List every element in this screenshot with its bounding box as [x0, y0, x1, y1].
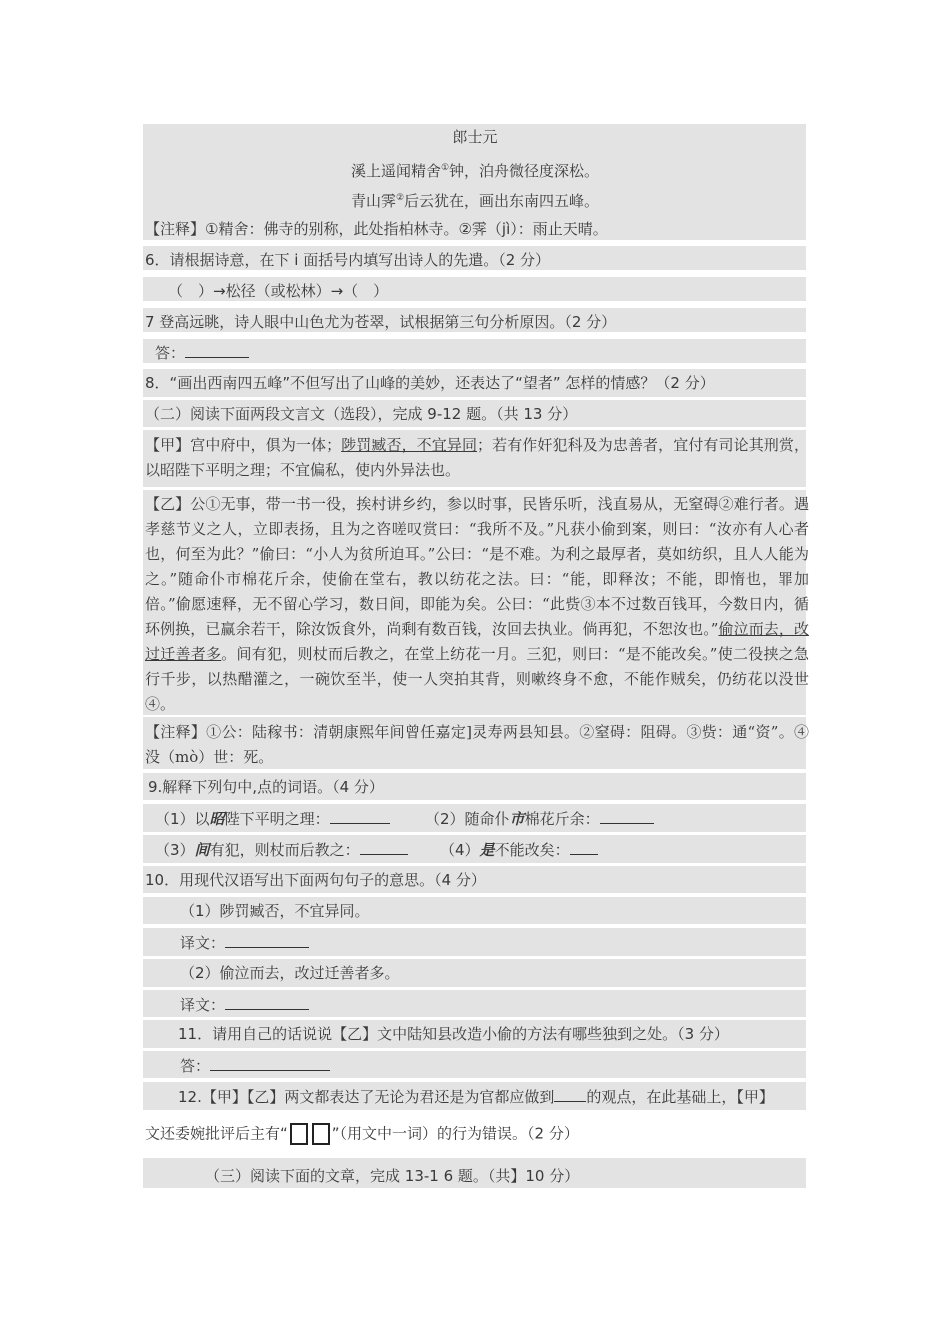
question-9-item-2: [425, 808, 654, 829]
passage-yi-text-2: 。间有犯，则杖而后教之，在堂上纺花一月。三犯，则曰：“是不能改矣。”使二役挟之急行千步，以热醋灌之，一碗饮至半，使一人突拍其背，则嗽终身不愈，不能作贼矣，仍纺花以没世④。: [145, 645, 809, 713]
passage-jia-underlined: 陟罚臧否，不宜异同: [341, 436, 478, 454]
poem-author: 郎士元: [452, 128, 498, 146]
note-marker-1: ①: [440, 163, 450, 173]
passage-jia-text-2: ；若有作奸犯科及为忠善者，宜付有司论其刑赏，以昭陛下平明之理；不宜偏私，使内外异法也。: [145, 436, 809, 479]
poem-line-1-rest: 钟，泊舟微径度深松。: [449, 162, 600, 180]
question-10-sentence-2: （2）偷泣而去，改过迁善者多。: [180, 964, 400, 982]
section-3-title: （三）阅读下面的文章，完成 13-1 6 题。（共】10 分）: [205, 1167, 580, 1185]
answer-blank[interactable]: [554, 1086, 586, 1102]
poem-line-2: [0, 188, 950, 211]
dotted-word: 昭: [209, 810, 225, 828]
answer-boxes[interactable]: [290, 1123, 330, 1145]
question-10-translation-2: [180, 994, 309, 1015]
poem-note: 【注释】①精舍：佛寺的别称，此处指柏林寺。②霁（jì）：雨止天晴。: [145, 220, 608, 238]
question-6: 6．请根据诗意，在下 i 面括号内填写出诗人的先遣。（2 分）: [145, 251, 551, 269]
item-text: 棉花斤余：: [524, 810, 600, 828]
answer-blank[interactable]: [360, 839, 408, 855]
question-7-answer: [155, 342, 249, 363]
dotted-word: 是: [479, 841, 495, 859]
item-text: 陛下平明之理：: [224, 810, 330, 828]
passage-yi-text-1: 【乙】公①无事，带一书一役，挨村讲乡约，参以时事，民皆乐听，浅直易从，无窒碍②难行者。遇孝慈节义之人，立即表扬，且为之咨嗟叹赏曰：“我所不及。”凡获小偷到案，则曰：“汝亦有人心者也，何至为此？”偷曰：“小人为贫所迫耳。”公曰：“是不难。为利之最厚者，莫如纺织，且人人能为之。”随命仆市棉花斤余，使偷在堂右，教以纺花之法。曰：“能，即释汝；不能，即惰也，罪加倍。”偷愿速释，无不留心学习，数日间，即能为矣。公曰：“此赀③本不过数百钱耳，今数日内，循环例换，已赢余若干，除汝饭食外，尚剩有数百钱，汝回去执业。倘再犯，不恕汝也。”: [145, 495, 809, 638]
answer-blank[interactable]: [225, 932, 309, 948]
note-marker-2: ②: [395, 193, 405, 203]
answer-label: 答：: [155, 344, 186, 362]
question-12-line-1: [178, 1086, 774, 1107]
translation-label: 译文：: [180, 996, 226, 1014]
question-9-item-1: [155, 808, 390, 829]
question-12-text-4: ”（用文中一词）的行为错误。（2 分）: [331, 1124, 579, 1143]
question-7: 7 登高远眺，诗人眼中山色尤为苍翠，试根据第三句分析原因。（2 分）: [145, 313, 617, 331]
section-2-title: （二）阅读下面两段文言文（选段），完成 9-12 题。（共 13 分）: [145, 405, 578, 423]
answer-blank[interactable]: [210, 1055, 330, 1071]
question-9-item-4: [440, 839, 598, 860]
answer-blank[interactable]: [185, 342, 249, 358]
answer-blank[interactable]: [330, 808, 390, 824]
question-6-blanks: （ ）→松径（或松林）→（ ）: [168, 282, 389, 300]
question-10-translation-1: [180, 932, 309, 953]
dotted-word: 市: [509, 810, 525, 828]
question-12-text-2: 的观点，在此基础上，【甲】: [586, 1088, 774, 1106]
answer-label: 答：: [180, 1057, 211, 1075]
item-prefix: （2）随命仆: [425, 810, 510, 828]
question-12-text-3: 文还委婉批评后主有“: [145, 1124, 288, 1143]
question-8: 8．“画出西南四五峰”不但写出了山峰的美妙，还表达了“望者” 怎样的情感？（2 分）: [145, 374, 715, 392]
question-11-answer: [180, 1055, 330, 1076]
answer-box[interactable]: [290, 1123, 308, 1145]
question-9-item-3: [155, 839, 408, 860]
item-text: 有犯，则杖而后教之：: [209, 841, 360, 859]
passage-yi: [145, 492, 809, 717]
answer-blank[interactable]: [225, 994, 309, 1010]
answer-blank[interactable]: [600, 808, 654, 824]
poem-line-2-text: 青山霁: [350, 192, 396, 210]
question-11: 11．请用自己的话说说【乙】文中陆知县改造小偷的方法有哪些独到之处。（3 分）: [178, 1025, 729, 1043]
question-10-sentence-1: （1）陟罚臧否，不宜异同。: [180, 902, 370, 920]
question-12-text-1: 12.【甲】【乙】两文都表达了无论为君还是为官都应做到: [178, 1088, 555, 1106]
passage-jia: [145, 433, 809, 483]
passage-jia-text-1: 【甲】宫中府中，俱为一体；: [145, 436, 342, 454]
item-prefix: （4）: [440, 841, 480, 859]
answer-box[interactable]: [312, 1123, 330, 1145]
item-prefix: （3）: [155, 841, 195, 859]
passage-yi-note: 【注释】①公：陆稼书：清朝康熙年间曾任嘉定]灵寿两县知县。②窒碍：阻碍。③赀：通“资”。④没（mò）世：死。: [145, 723, 809, 766]
question-12-line-2: [145, 1123, 579, 1145]
poem-line-1-text: 溪上遥闻精舍: [350, 162, 441, 180]
translation-label: 译文：: [180, 934, 226, 952]
question-10: 10．用现代汉语写出下面两句句子的意思。（4 分）: [145, 871, 486, 889]
question-9: 9.解释下列句中,点的词语。（4 分）: [148, 778, 384, 796]
item-prefix: （1）以: [155, 810, 210, 828]
poem-line-2-rest: 后云犹在，画出东南四五峰。: [404, 192, 600, 210]
dotted-word: 间: [194, 841, 210, 859]
answer-blank[interactable]: [570, 839, 598, 855]
item-text: 不能改矣：: [494, 841, 570, 859]
passage-yi-underlined: 偷泣而去，改过迁善者多: [145, 620, 809, 663]
poem-line-1: [0, 158, 950, 181]
